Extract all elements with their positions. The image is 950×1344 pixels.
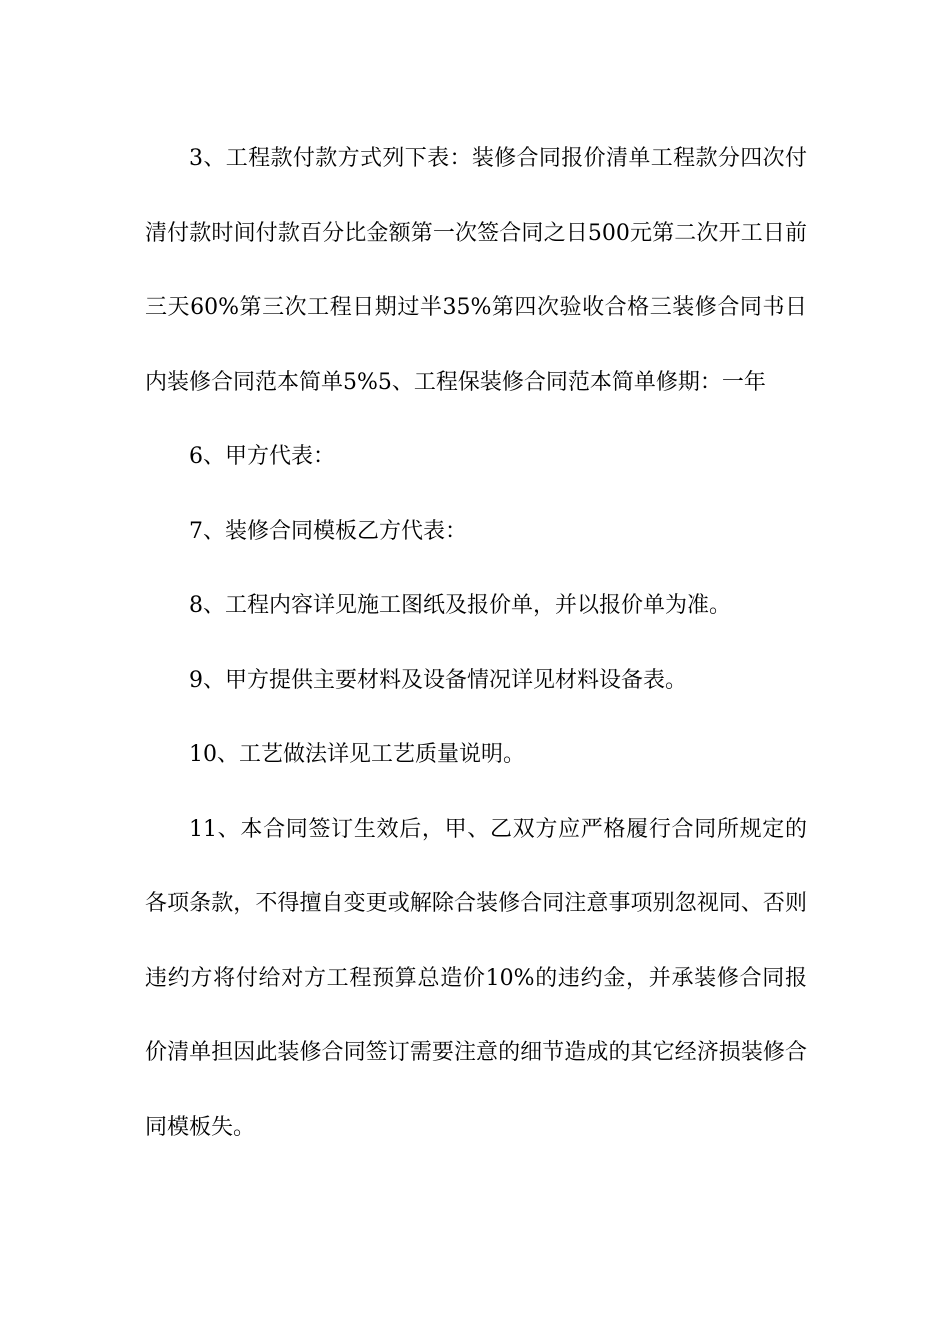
paragraph-project-content: 8、工程内容详见施工图纸及报价单，并以报价单为准。 [189,593,731,618]
paragraph-materials: 9、甲方提供主要材料及设备情况详见材料设备表。 [189,667,687,693]
paragraph-party-b-representative: 7、装修合同模板乙方代表： [189,518,467,544]
paragraph-payment-terms: 3、工程款付款方式列下表：装修合同报价清单工程款分四次付清付款时间付款百分比金额第一次签合同之日500元第二次开工日前三天60%第三次工程日期过半35%第四次验收合格三装修合同书日内装修合同范本简单5%5、工程保装修合同范本简单修期：一年 [145,146,807,395]
document-body [145,122,807,1165]
paragraph-party-a-representative: 6、甲方代表： [189,444,335,469]
paragraph-craftsmanship: 10、工艺做法详见工艺质量说明。 [189,742,525,767]
paragraph-contract-effect: 11、本合同签订生效后，甲、乙双方应严格履行合同所规定的各项条款，不得擅自变更或解除合装修合同注意事项别忽视同、否则违约方将付给对方工程预算总造价10%的违约金，并承装修合同报价清单担因此装修合同签订需要注意的细节造成的其它经济损装修合同模板失。 [145,816,807,1140]
